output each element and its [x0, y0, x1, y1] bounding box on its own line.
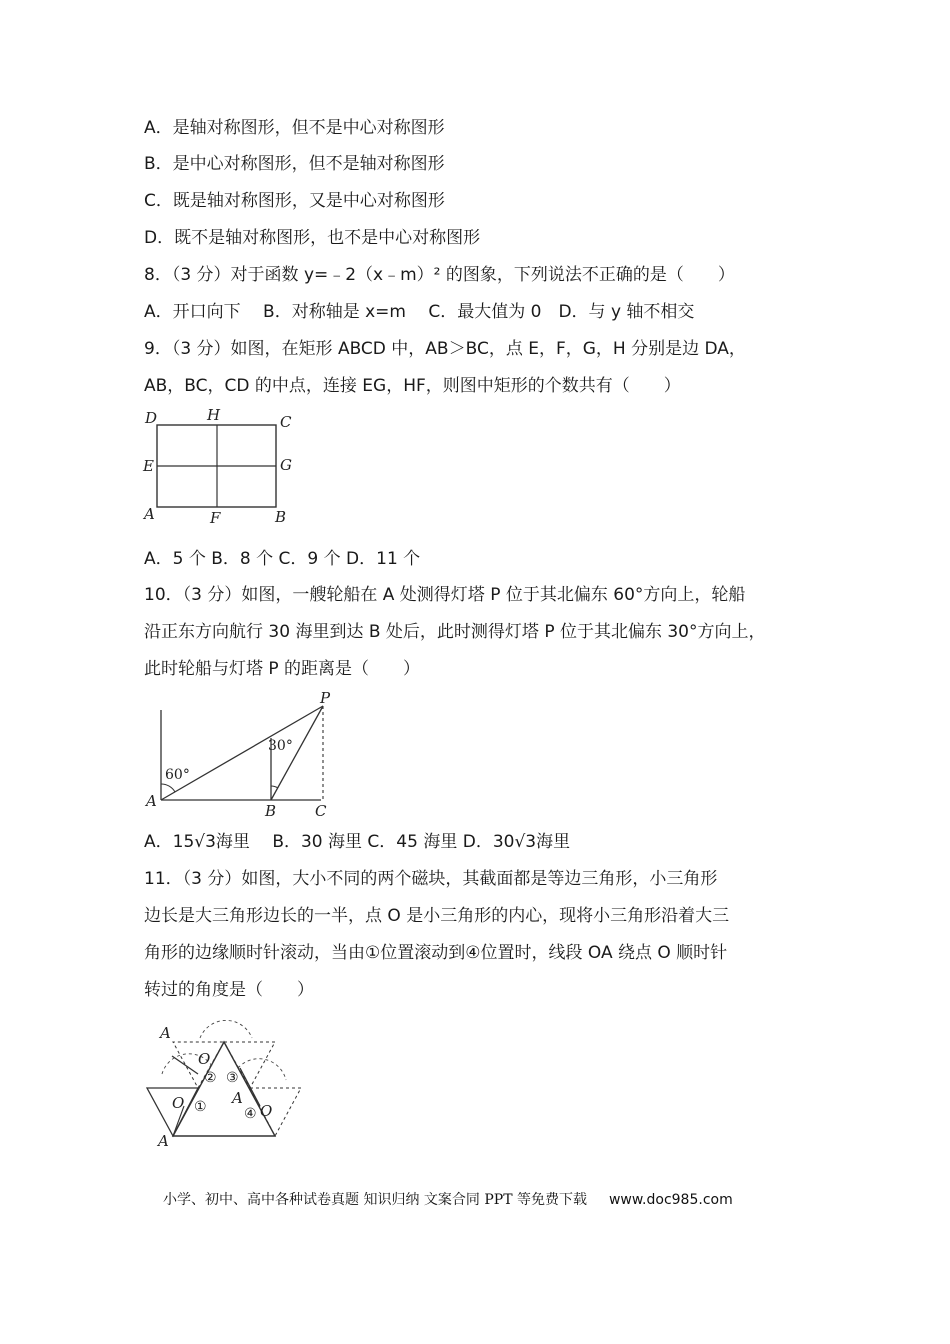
q11-stem-line4: 转过的角度是（ ） — [144, 980, 314, 1000]
label-o-right: O — [260, 1102, 273, 1120]
label-p: P — [320, 689, 331, 707]
label-a-top: A — [160, 1024, 171, 1042]
label-a: A — [144, 505, 155, 523]
label-e: E — [143, 457, 154, 475]
angle-label-30: 30° — [268, 738, 293, 754]
label-position-2: ② — [204, 1070, 217, 1086]
label-c: C — [315, 802, 327, 820]
label-position-3: ③ — [226, 1070, 239, 1086]
label-a-bottom: A — [158, 1132, 169, 1150]
label-o-top: O — [198, 1050, 211, 1068]
q9-options: A．5 个 B．8 个 C．9 个 D．11 个 — [144, 549, 421, 569]
big-triangle — [173, 1042, 275, 1136]
label-b: B — [275, 508, 287, 526]
label-g: G — [280, 456, 292, 474]
q8-stem: 8．（3 分）对于函数 y=﹣2（x﹣m）² 的图象，下列说法不正确的是（ ） — [144, 265, 735, 285]
label-o-left: O — [172, 1094, 185, 1112]
page-footer — [163, 1190, 733, 1210]
q10-options: A．15√3海里 B．30 海里 C．45 海里 D．30√3海里 — [144, 832, 571, 852]
q9-rectangle-figure — [140, 405, 300, 530]
q7-option-d: D．既不是轴对称图形，也不是中心对称图形 — [144, 228, 481, 248]
q11-stem-line1: 11．（3 分）如图，大小不同的两个磁块，其截面都是等边三角形，小三角形 — [144, 869, 718, 889]
q7-option-a: A．是轴对称图形，但不是中心对称图形 — [144, 118, 445, 138]
q9-stem-line1: 9．（3 分）如图，在矩形 ABCD 中，AB＞BC，点 E，F，G，H 分别是边 DA， — [144, 339, 746, 359]
q11-stem-line2: 边长是大三角形边长的一半，点 O 是小三角形的内心，现将小三角形沿着大三 — [144, 906, 730, 926]
q10-stem-line1: 10．（3 分）如图，一艘轮船在 A 处测得灯塔 P 位于其北偏东 60°方向上，轮船 — [144, 585, 746, 605]
label-d: D — [145, 409, 158, 427]
q8-options: A．开口向下 B．对称轴是 x=m C．最大值为 0 D．与 y 轴不相交 — [144, 302, 695, 322]
label-a-right: A — [232, 1089, 243, 1107]
q10-stem-line3: 此时轮船与灯塔 P 的距离是（ ） — [144, 659, 421, 679]
q10-bearing-figure — [140, 688, 340, 823]
label-b: B — [265, 802, 277, 820]
q11-triangle-figure — [140, 1018, 310, 1153]
label-a: A — [146, 792, 157, 810]
segment-oa-top — [172, 1056, 198, 1074]
label-position-1: ① — [194, 1099, 207, 1115]
footer-url[interactable]: www.doc985.com — [608, 1192, 733, 1208]
footer-text: 小学、初中、高中各种试卷真题 知识归纳 文案合同 PPT 等免费下载 — [163, 1192, 587, 1208]
q11-stem-line3: 角形的边缘顺时针滚动，当由①位置滚动到④位置时，线段 OA 绕点 O 顺时针 — [144, 943, 728, 963]
angle-arc-b — [271, 786, 278, 788]
label-position-4: ④ — [244, 1106, 257, 1122]
q9-stem-line2: AB，BC，CD 的中点，连接 EG，HF，则图中矩形的个数共有（ ） — [144, 376, 681, 396]
segment-oa-right — [240, 1068, 260, 1106]
label-h: H — [207, 406, 221, 424]
label-c: C — [280, 413, 292, 431]
angle-label-60: 60° — [165, 767, 190, 783]
angle-arc-a — [161, 784, 175, 792]
q10-stem-line2: 沿正东方向航行 30 海里到达 B 处后，此时测得灯塔 P 位于其北偏东 30°方向上， — [144, 622, 766, 642]
q7-option-c: C．既是轴对称图形，又是中心对称图形 — [144, 191, 445, 211]
roll-arc-2 — [200, 1020, 252, 1038]
line-ap — [161, 706, 323, 800]
label-f: F — [210, 509, 221, 527]
small-triangle-4 — [250, 1088, 301, 1136]
q7-option-b: B．是中心对称图形，但不是轴对称图形 — [144, 154, 445, 174]
